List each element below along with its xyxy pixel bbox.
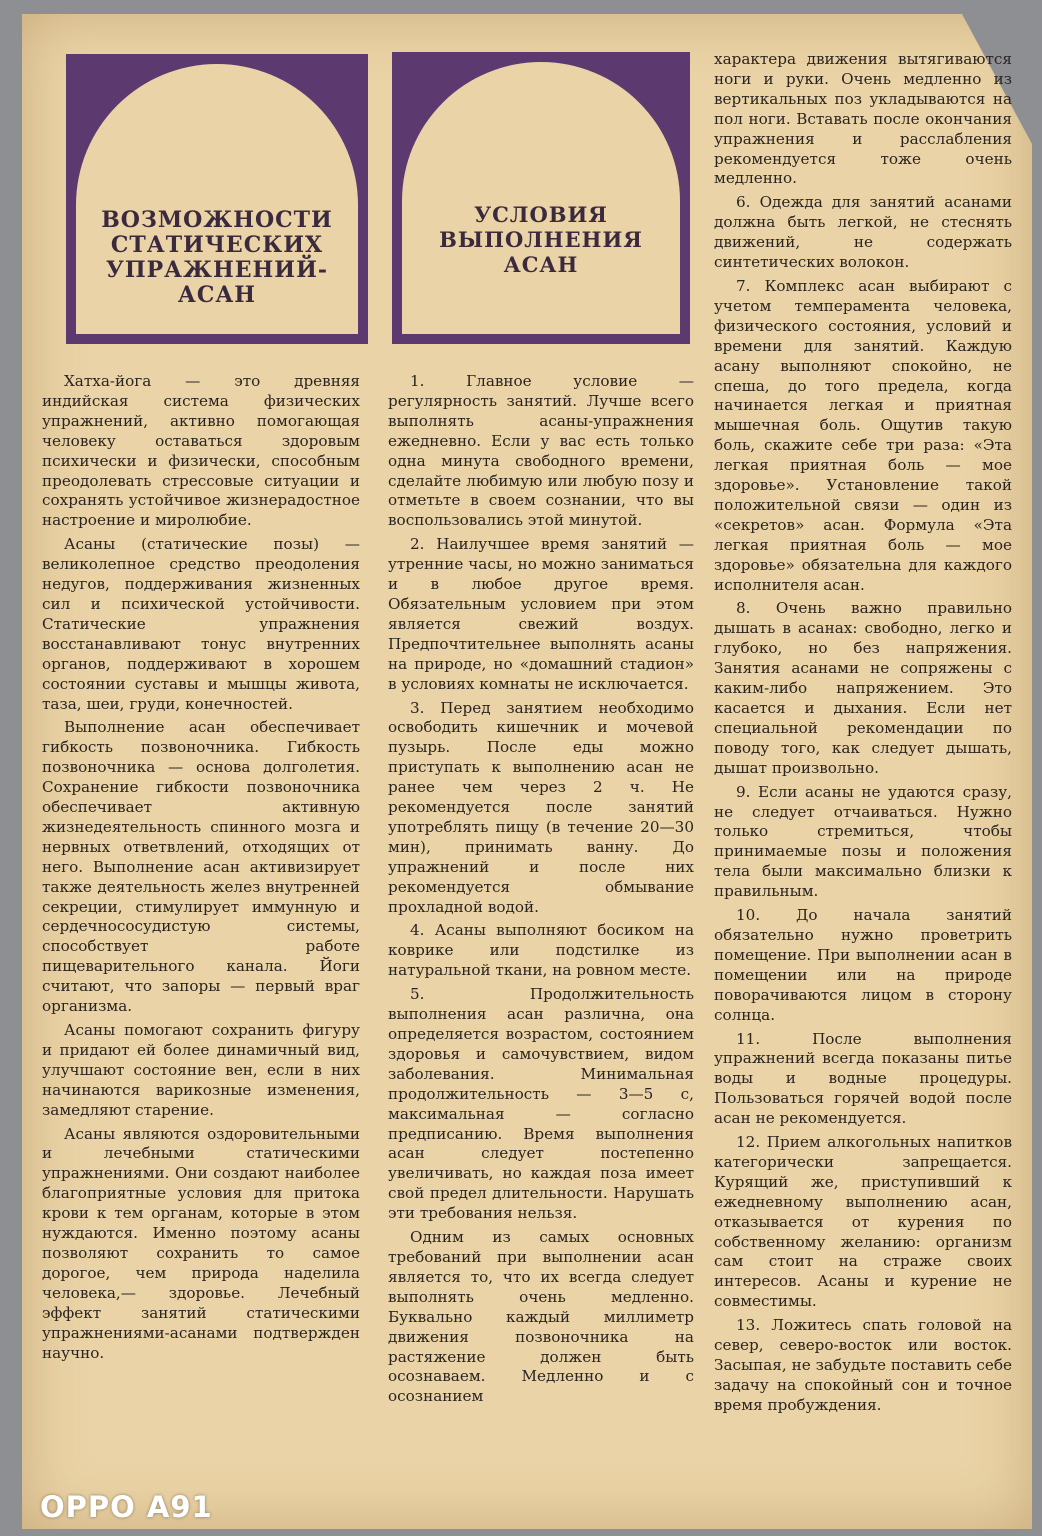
left-heading-line-2: СТАТИЧЕСКИХ [110,232,324,258]
left-paragraph: Асаны помогают сохранить фигуру и придают ей более динамичный вид, улучшают состояние вен, если в них начинаются варикозные изменения, замедляют старение. [42,1021,360,1119]
mid-heading-line-3: АСАН [503,252,579,277]
right-column [714,50,1012,1420]
right-paragraph: 13. Ложитесь спать головой на север, северо-восток или восток. Засыпая, не забудьте поставить себе задачу на спокойный сон и точное время пробуждения. [714,1316,1012,1414]
left-heading-line-3: УПРАЖНЕНИЙ- [106,257,328,283]
left-heading-line-1: ВОЗМОЖНОСТИ [101,207,333,233]
left-heading [82,208,352,308]
right-paragraph: 11. После выполнения упражнений всегда показаны питье воды и водные процедуры. Пользоваться горячей водой после асан не рекомендуется. [714,1029,1012,1128]
left-column [42,372,360,1367]
mid-heading-line-1: УСЛОВИЯ [474,202,608,227]
mid-paragraph: 3. Перед занятием необходимо освободить кишечник и мочевой пузырь. После еды можно приступать к выполнению асан не ранее чем через 2 ч. Не рекомендуется после занятий употреблять пищу (в течение 20—30 мин), принимать ванну. До упражнений и после них рекомендуется обмывание прохладной водой. [388,698,694,916]
camera-watermark: OPPO A91 [40,1490,213,1524]
mid-heading-line-2: ВЫПОЛНЕНИЯ [439,227,643,252]
mid-paragraph: 5. Продолжительность выполнения асан различна, она определяется возрастом, состоянием здоровья и самочувствием, видом заболевания. Минимальная продолжительность — 3—5 с, максимальная — согласно предписанию. Время выполнения асан следует постепенно увеличивать, но каждая поза имеет свой предел длительности. Нарушать эти требования нельзя. [388,985,694,1223]
right-paragraph: 7. Комплекс асан выбирают с учетом темперамента человека, физического состояния, условий и времени для занятий. Каждую асану выполняют спокойно, не спеша, до того предела, когда начинается легкая и приятная мышечная боль. Ощутив такую боль, скажите себе три раза: «Эта легкая приятная боль — мое здоровье». Установление такой положительной связи — один из «секретов» асан. Формула «Эта легкая приятная боль — мое здоровье» обязательна для каждого исполнителя асан. [714,276,1012,594]
right-paragraph: 9. Если асаны не удаются сразу, не следует отчаиваться. Нужно только стремиться, чтобы принимаемые позы и положения тела были максимально близки к правильным. [714,782,1012,901]
right-paragraph: 6. Одежда для занятий асанами должна быть легкой, не стеснять движений, не содержать синтетических волокон. [714,193,1012,272]
magazine-page [22,14,1032,1529]
right-paragraph: характера движения вытягиваются ноги и руки. Очень медленно из вертикальных поз укладываются на пол ноги. Вставать после окончания упражнения и расслабления рекомендуется тоже очень медленно. [714,50,1012,188]
left-paragraph: Асаны (статические позы) — великолепное средство преодоления недугов, поддерживания жизненных сил и психической устойчивости. Статические упражнения восстанавливают тонус внутренних органов, поддерживают в хорошем состоянии суставы и мышцы живота, таза, шеи, груди, конечностей. [42,535,360,713]
right-paragraph: 10. До начала занятий обязательно нужно проветрить помещение. При выполнении асан в помещении или на природе поворачиваются лицом в сторону солнца. [714,906,1012,1024]
left-paragraph: Асаны являются оздоровительными и лечебными статическими упражнениями. Они создают наиболее благоприятные условия для притока крови к тем органам, которые в этом нуждаются. Именно поэтому асаны позволяют сохранить то самое дорогое, чем природа наделила человека,— здоровье. Лечебный эффект занятий статическими упражнениями-асанами подтвержден научно. [42,1124,360,1362]
left-heading-line-4: АСАН [177,282,257,308]
mid-header-frame [392,52,690,344]
mid-header-arch [402,62,680,334]
mid-paragraph: 4. Асаны выполняют босиком на коврике или подстилке из натуральной ткани, на ровном месте. [388,921,694,980]
right-paragraph: 8. Очень важно правильно дышать в асанах: свободно, легко и глубоко, но без напряжения. Занятия асанами не сопряжены с каким-либо напряжением. Это касается и дыхания. Если нет специальной рекомендации по поводу того, как следует дышать, дышат произвольно. [714,599,1012,777]
mid-heading [407,202,675,277]
mid-paragraph: 1. Главное условие — регулярность занятий. Лучше всего выполнять асаны-упражнения ежедневно. Если у вас есть только одна минута свободного времени, сделайте любимую или любую позу и отметьте в своем сознании, что вы воспользовались этой минутой. [388,372,694,530]
mid-paragraph: Одним из самых основных требований при выполнении асан является то, что их всегда следует выполнять очень медленно. Буквально каждый миллиметр движения позвоночника на растяжение должен быть осознаваем. Медленно и с осознанием [388,1228,694,1406]
left-paragraph: Выполнение асан обеспечивает гибкость позвоночника. Гибкость позвоночника — основа долголетия. Сохранение гибкости позвоночника обеспечивает активную жизнедеятельность спинного мозга и нервных ответвлений, отходящих от него. Выполнение асан активизирует также деятельность желез внутренней секреции, стимулирует иммунную и сердечнососудистую системы, способствует работе пищеварительного канала. Йоги считают, что запоры — первый враг организма. [42,718,360,1016]
mid-paragraph: 2. Наилучшее время занятий — утренние часы, но можно заниматься и в любое другое время. Обязательным условием при этом является свежий воздух. Предпочтительнее выполнять асаны на природе, но «домашний стадион» в условиях комнаты не исключается. [388,535,694,693]
mid-column [388,372,694,1411]
right-paragraph: 12. Прием алкогольных напитков категорически запрещается. Курящий же, приступивший к ежедневному выполнению асан, отказывается от курения по собственному желанию: организм сам стоит на страже своих интересов. Асаны и курение не совместимы. [714,1133,1012,1311]
left-paragraph: Хатха-йога — это древняя индийская система физических упражнений, активно помогающая человеку оставаться здоровым психически и физически, способным преодолевать стрессовые ситуации и сохранять устойчивое жизнерадостное настроение и миролюбие. [42,372,360,530]
